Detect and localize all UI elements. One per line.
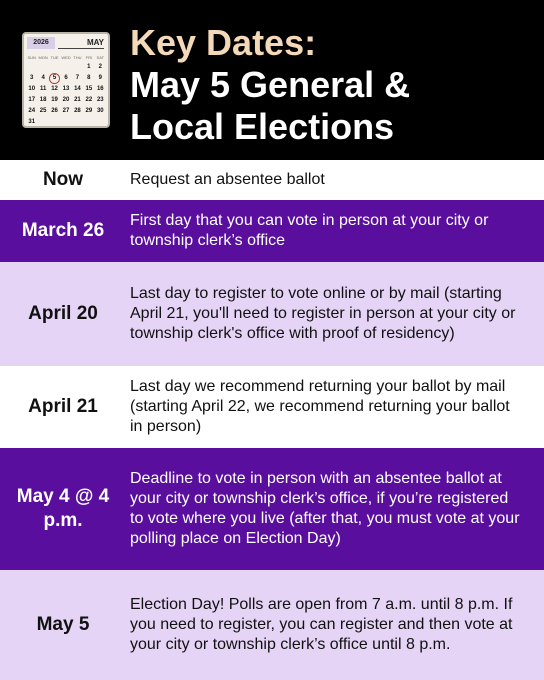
page-title (130, 22, 540, 148)
calendar-weekday: FRI (85, 55, 93, 60)
calendar-icon (22, 32, 110, 128)
calendar-day: 3 (30, 75, 34, 81)
calendar-day: 22 (85, 97, 93, 103)
calendar-day: 10 (28, 86, 36, 92)
calendar-day: 26 (51, 108, 58, 114)
calendar-day: 25 (39, 108, 47, 114)
calendar-day: 16 (96, 86, 104, 92)
date-row-april-20 (0, 262, 544, 366)
calendar-day-election: 5 (49, 73, 60, 84)
calendar-day: 11 (39, 86, 47, 92)
calendar-day: 18 (39, 97, 47, 103)
calendar-day (60, 62, 71, 73)
title-line-3: Local Elections (130, 106, 395, 147)
calendar-weekday: SAT (96, 55, 105, 60)
calendar-day: 31 (28, 119, 36, 125)
row-description: Last day we recommend returning your ballot by mail (starting April 22, we recommend returning your ballot in person) (130, 378, 510, 435)
calendar-divider (58, 48, 104, 49)
header (0, 0, 544, 160)
calendar-weekday: WED (61, 55, 71, 60)
calendar-weekday: THU (73, 55, 82, 60)
row-date: Now (42, 169, 84, 190)
calendar-day: 2 (98, 64, 102, 70)
calendar-day: 27 (62, 108, 70, 114)
row-date: May 5 (36, 614, 90, 635)
date-row-may-4 (0, 448, 544, 570)
calendar-weekday: MON (38, 55, 48, 60)
date-row-march-26 (0, 200, 544, 262)
row-description: Last day to register to vote online or by mail (starting April 21, you'll need to register in person at your city or township clerk's office with proof of residency) (130, 285, 516, 342)
row-date: March 26 (21, 220, 105, 241)
row-date: May 4 @ 4 p.m. (16, 486, 110, 531)
date-row-may-5 (0, 570, 544, 680)
calendar-day (26, 62, 37, 73)
calendar-day: 13 (62, 86, 70, 92)
calendar-day: 30 (96, 108, 104, 114)
calendar-grid (26, 54, 106, 128)
title-line-1: Key Dates: (130, 22, 317, 63)
row-description: Request an absentee ballot (130, 171, 325, 188)
row-date: April 20 (28, 303, 98, 324)
calendar-day: 19 (51, 97, 58, 103)
date-row-april-21 (0, 366, 544, 448)
calendar-day (72, 62, 83, 73)
row-description: Election Day! Polls are open from 7 a.m. until 8 p.m. If you need to register, you can register and then vote at your city or township clerk’s office until 8 p.m. (130, 596, 513, 653)
calendar-day (49, 62, 60, 73)
calendar-day: 23 (96, 97, 104, 103)
calendar-day: 20 (62, 97, 70, 103)
calendar-year: 2026 (27, 37, 55, 49)
calendar-day: 21 (74, 97, 81, 103)
calendar-day: 7 (75, 75, 80, 81)
calendar-day: 8 (87, 75, 91, 81)
calendar-weekday: SUN (27, 55, 36, 60)
calendar-day: 24 (28, 108, 36, 114)
calendar-month: MAY (86, 38, 104, 47)
calendar-header (24, 34, 108, 52)
calendar-day: 29 (85, 108, 93, 114)
calendar-day: 12 (51, 86, 58, 92)
calendar-day: 15 (85, 86, 93, 92)
row-description: First day that you can vote in person at your city or township clerk’s office (130, 212, 489, 249)
calendar-day: 14 (74, 86, 81, 92)
calendar-day: 9 (98, 75, 102, 81)
title-line-2: May 5 General & (130, 64, 411, 105)
calendar-day (37, 62, 48, 73)
calendar-day: 17 (28, 97, 36, 103)
date-row-now (0, 160, 544, 200)
row-date: April 21 (28, 396, 98, 417)
row-description: Deadline to vote in person with an absentee ballot at your city or township clerk’s office, if you’re registered to vote where you live (after that, you must vote at your polling place on Election Day) (130, 470, 520, 547)
calendar-day: 1 (87, 64, 91, 70)
calendar-day: 28 (74, 108, 81, 114)
calendar-weekday: TUE (50, 55, 59, 60)
calendar-day: 4 (41, 75, 45, 81)
calendar-day: 6 (64, 75, 68, 81)
